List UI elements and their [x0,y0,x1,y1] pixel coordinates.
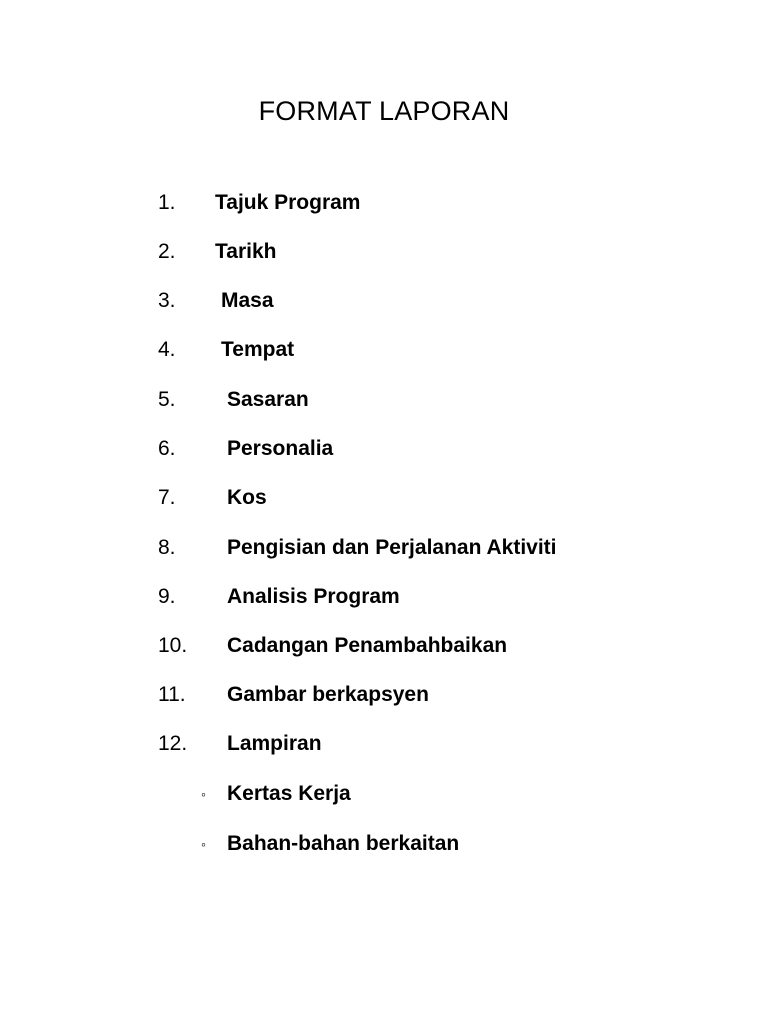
item-label: Gambar berkapsyen [227,683,429,706]
list-item [0,237,768,267]
list-item [0,533,768,563]
item-label: Tarikh [215,240,277,263]
hollow-bullet-icon: ◦ [201,786,206,802]
list-item [0,434,768,464]
sub-item-label: Kertas Kerja [227,782,351,805]
item-number: 8. [158,536,176,559]
item-number: 1. [158,191,176,214]
item-number: 6. [158,437,176,460]
sub-list-item [0,779,768,809]
list-item [0,286,768,316]
item-number: 5. [158,388,176,411]
hollow-bullet-icon: ◦ [201,836,206,852]
list-item [0,385,768,415]
item-label: Kos [227,486,267,509]
item-label: Personalia [227,437,334,460]
page-title: FORMAT LAPORAN [258,96,510,126]
item-number: 12. [158,732,188,755]
item-number: 3. [158,289,176,312]
list-item [0,729,768,759]
item-label: Sasaran [227,388,309,411]
list-item [0,631,768,661]
sub-item-label: Bahan-bahan berkaitan [227,832,460,855]
list-item [0,483,768,513]
item-label: Lampiran [227,732,322,755]
list-item [0,582,768,612]
item-label: Pengisian dan Perjalanan Aktiviti [227,536,557,559]
sub-list-item [0,829,768,859]
item-label: Cadangan Penambahbaikan [227,634,508,657]
list-item [0,680,768,710]
list-item [0,335,768,365]
item-number: 9. [158,585,176,608]
item-number: 7. [158,486,176,509]
item-label: Tempat [221,338,295,361]
item-label: Masa [221,289,274,312]
list-item [0,188,768,218]
item-number: 11. [158,683,186,706]
item-label: Analisis Program [227,585,400,608]
item-number: 4. [158,338,176,361]
item-label: Tajuk Program [215,191,361,214]
item-number: 10. [158,634,188,657]
item-number: 2. [158,240,176,263]
